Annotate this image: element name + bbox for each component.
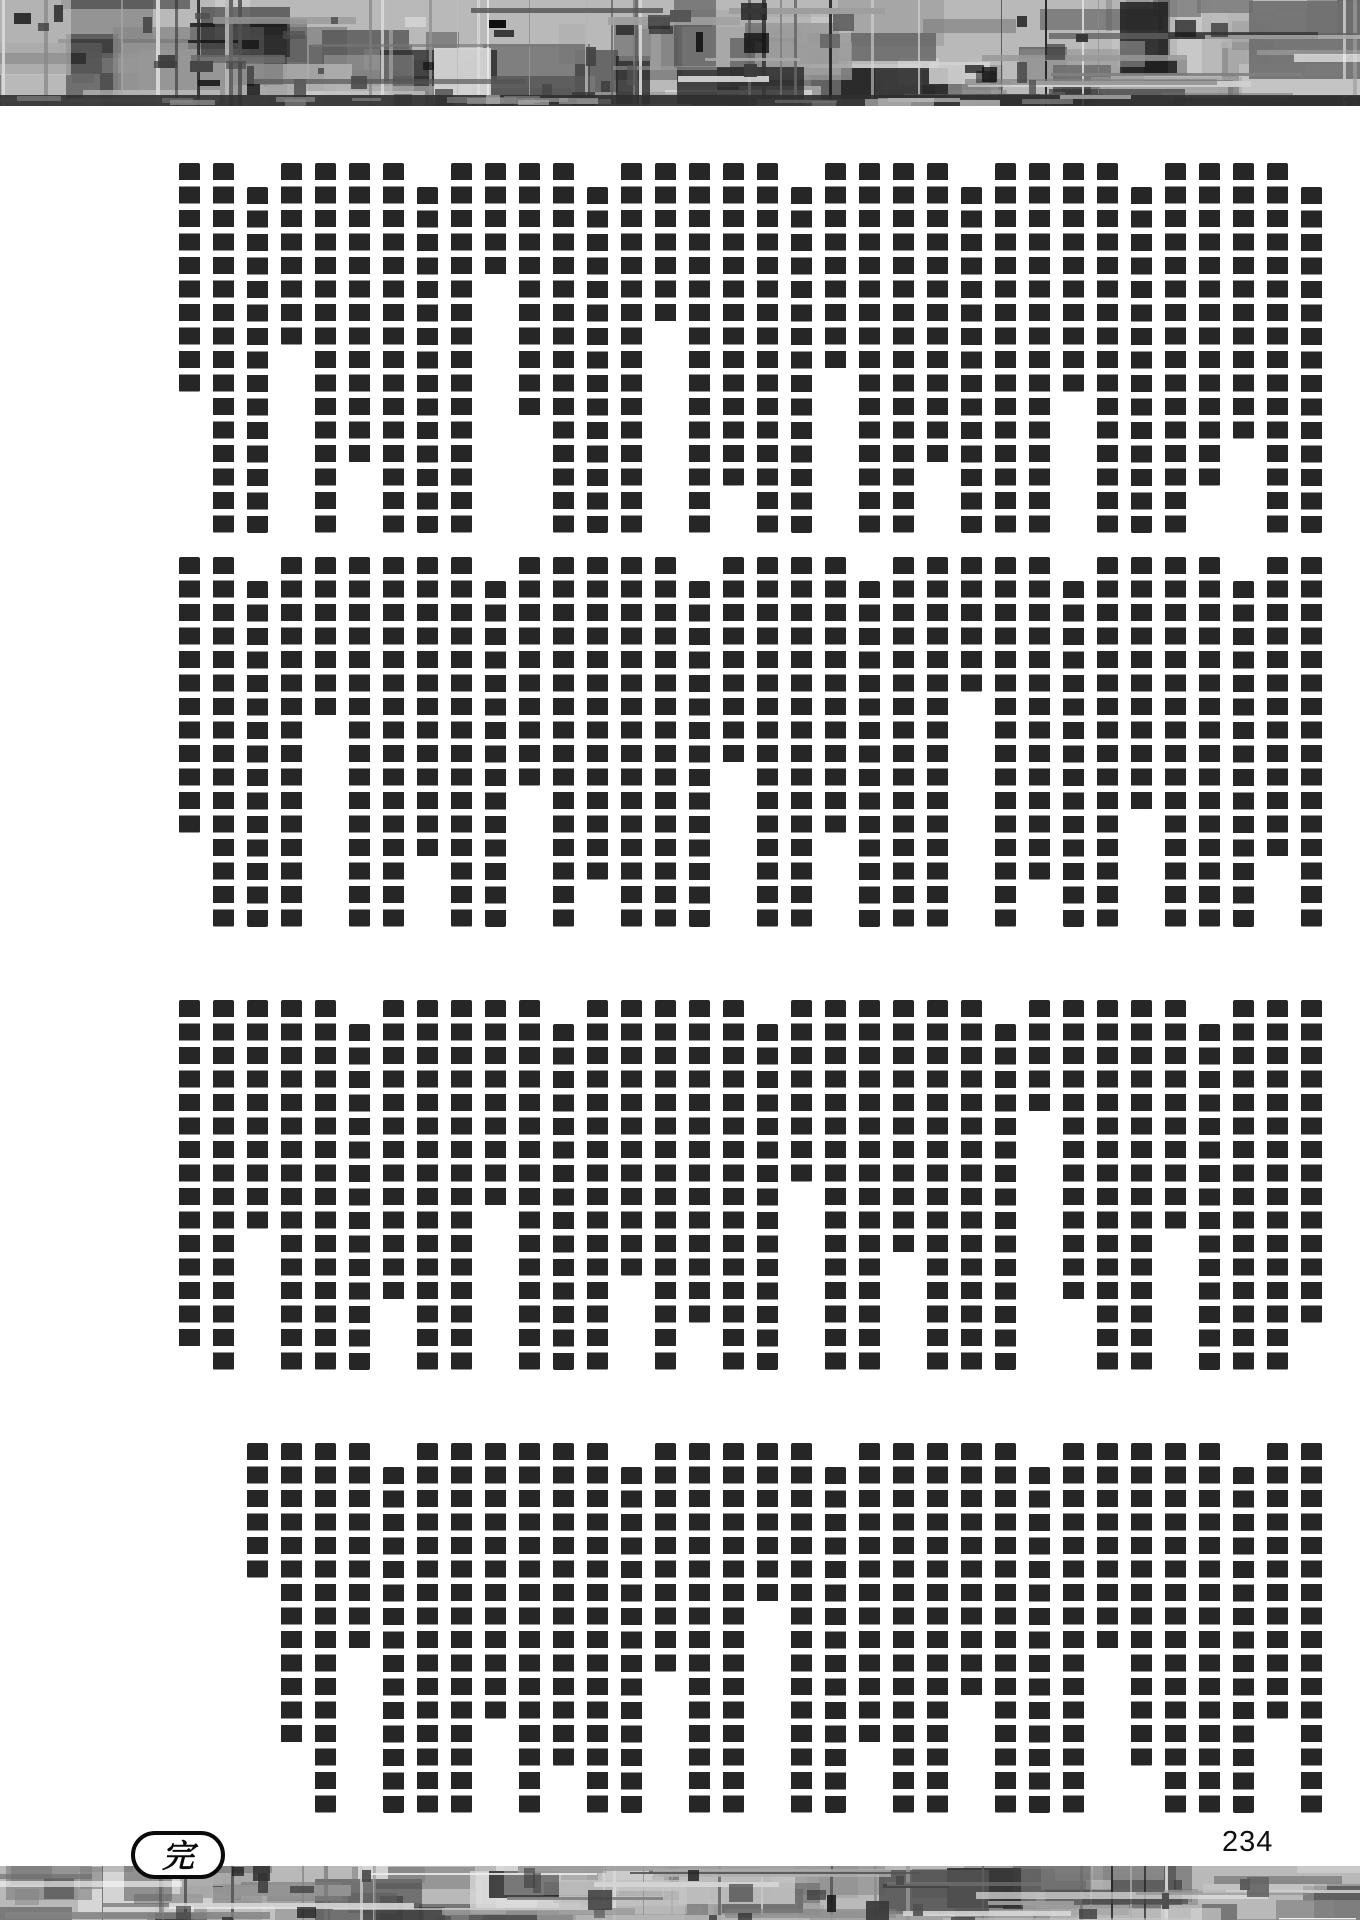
text-block [136,1443,1322,1823]
text-column-redacted [349,1024,370,1371]
text-column-redacted [723,557,744,763]
text-column-redacted [1301,1443,1322,1813]
text-column-redacted [247,1000,268,1229]
collage-fragment [324,1866,328,1920]
collage-fragment [866,1901,889,1920]
text-column-redacted [1063,1000,1084,1300]
text-column-redacted [927,557,948,927]
text-column-redacted [213,557,234,927]
text-column-redacted [1199,1443,1220,1813]
collage-fragment [913,1904,923,1916]
text-column-redacted [247,581,268,928]
text-column-redacted [825,1467,846,1814]
text-column-redacted [859,581,880,928]
text-column-redacted [1233,163,1254,439]
text-column-redacted [893,163,914,533]
text-column-redacted [893,1000,914,1253]
text-column-redacted [1267,1000,1288,1370]
text-column-redacted [1165,557,1186,927]
text-column-redacted [247,187,268,534]
text-column-redacted [1029,1000,1050,1112]
page-number: 234 [1222,1826,1274,1858]
collage-fragment [369,1873,597,1875]
text-column-redacted [791,187,812,534]
collage-fragment [491,1915,501,1920]
text-column-redacted [553,163,574,533]
collage-fragment [0,1874,92,1878]
text-column-redacted [281,1443,302,1743]
text-column-redacted [655,163,676,322]
collage-fragment [223,1885,351,1896]
collage-fragment [807,1890,825,1900]
text-column-redacted [1233,581,1254,928]
text-column-redacted [1301,187,1322,534]
text-column-redacted [859,1000,880,1370]
text-block [136,557,1322,937]
text-block [136,163,1322,543]
text-column-redacted [417,187,438,534]
text-column-redacted [349,557,370,927]
text-column-redacted [757,1443,778,1602]
text-column-redacted [927,1000,948,1370]
collage-fragment [507,1897,663,1900]
collage-fragment [1297,1866,1360,1873]
text-column-redacted [1131,1443,1152,1766]
text-column-redacted [1131,557,1152,810]
text-column-redacted [383,1467,404,1814]
text-column-redacted [621,1467,642,1814]
text-column-redacted [893,557,914,927]
text-column-redacted [587,187,608,534]
text-column-redacted [519,163,540,416]
collage-fragment [1162,1893,1169,1909]
text-column-redacted [281,557,302,927]
text-column-redacted [655,557,676,927]
collage-fragment [688,1870,699,1881]
collage-fragment [232,1867,244,1876]
collage-fragment [290,1886,313,1893]
text-column-redacted [723,1000,744,1370]
text-column-redacted [655,1000,676,1370]
text-column-redacted [451,557,472,927]
text-column-redacted [825,557,846,833]
text-column-redacted [553,1024,574,1371]
text-column-redacted [519,1000,540,1370]
text-column-redacted [451,163,472,533]
text-column-redacted [1233,1000,1254,1370]
collage-fragment [738,1913,752,1920]
text-column-redacted [1063,581,1084,928]
text-column-redacted [927,163,948,463]
text-column-redacted [179,557,200,833]
text-column-redacted [1165,163,1186,533]
text-column-redacted [1267,557,1288,857]
text-column-redacted [451,1443,472,1813]
text-column-redacted [383,557,404,927]
text-column-redacted [893,1443,914,1813]
text-column-redacted [859,163,880,533]
text-column-redacted [1199,557,1220,927]
text-column-redacted [417,1443,438,1813]
end-mark-box [131,1831,225,1879]
text-column-redacted [179,163,200,392]
collage-fragment [903,1911,1072,1916]
text-column-redacted [553,1443,574,1766]
text-column-redacted [689,1000,710,1323]
collage-fragment [253,1866,270,1881]
end-mark-label: 完 [161,1837,194,1875]
text-column-redacted [315,1443,336,1813]
collage-fragment [1079,1909,1097,1919]
text-column-redacted [961,187,982,534]
text-column-redacted [1097,163,1118,533]
text-column-redacted [791,1443,812,1813]
text-column-redacted [961,1000,982,1370]
collage-fragment [729,1884,753,1902]
text-column-redacted [587,1443,608,1813]
text-column-redacted [1131,187,1152,534]
text-column-redacted [791,557,812,927]
text-column-redacted [1199,1024,1220,1371]
text-column-redacted [213,1000,234,1370]
text-column-redacted [757,163,778,533]
collage-fragment [1247,1877,1269,1897]
collage-fragment [630,1872,920,1874]
text-column-redacted [655,1443,676,1672]
collage-fragment [436,1916,451,1920]
text-column-redacted [961,557,982,692]
text-column-redacted [1233,1467,1254,1814]
text-column-redacted [417,557,438,857]
text-column-redacted [1029,163,1050,533]
text-column-redacted [1063,163,1084,392]
text-column-redacted [621,163,642,533]
text-column-redacted [451,1000,472,1370]
text-column-redacted [825,163,846,369]
text-column-redacted [1097,557,1118,927]
text-column-redacted [1029,1467,1050,1814]
collage-fragment [362,1870,371,1882]
collage-fragment [1240,1879,1250,1890]
text-column-redacted [281,163,302,345]
text-column-redacted [859,1443,880,1743]
text-column-redacted [315,1000,336,1370]
text-column-redacted [995,1443,1016,1813]
text-column-redacted [1301,557,1322,927]
text-column-redacted [179,1000,200,1347]
text-column-redacted [247,1443,268,1578]
collage-fragment [333,1908,601,1910]
text-column-redacted [281,1000,302,1370]
text-column-redacted [485,1000,506,1206]
text-column-redacted [485,1443,506,1719]
text-column-redacted [689,1443,710,1813]
text-column-redacted [1029,557,1050,880]
text-column-redacted [1165,1000,1186,1229]
text-column-redacted [995,163,1016,533]
text-column-redacted [349,1443,370,1649]
text-column-redacted [315,557,336,716]
text-column-redacted [1301,1000,1322,1323]
text-column-redacted [519,557,540,786]
text-column-redacted [689,581,710,928]
text-block [136,1000,1322,1380]
text-column-redacted [485,163,506,275]
text-column-redacted [1131,1000,1152,1370]
text-column-redacted [1063,1443,1084,1813]
collage-fragment [588,1890,612,1910]
collage-fragment [297,1907,316,1918]
collage-fragment [896,1876,904,1885]
text-column-redacted [621,557,642,927]
collage-fragment [1082,1899,1188,1904]
text-column-redacted [587,1000,608,1370]
text-column-redacted [825,1000,846,1370]
collage-fragment [524,1868,535,1888]
text-column-redacted [1267,163,1288,533]
collage-fragment [176,1906,191,1920]
text-column-redacted [383,163,404,533]
text-column-redacted [213,163,234,533]
collage-fragment [594,1909,605,1918]
text-column-redacted [349,163,370,463]
text-column-redacted [485,581,506,928]
text-column-redacted [757,557,778,927]
text-column-redacted [315,163,336,533]
collage-fragment [827,1895,836,1911]
collage-fragment [709,1915,716,1920]
text-column-redacted [995,557,1016,927]
text-column-redacted [519,1443,540,1813]
collage-fragment [887,1882,1082,1886]
text-column-redacted [621,1000,642,1276]
text-column-redacted [927,1443,948,1813]
collage-fragment [951,1917,976,1920]
text-column-redacted [689,163,710,533]
text-column-redacted [723,1443,744,1813]
text-column-redacted [1199,163,1220,486]
text-column-redacted [587,557,608,880]
text-column-redacted [757,1024,778,1371]
collage-fragment [988,1901,1074,1905]
text-column-redacted [1097,1443,1118,1649]
text-column-redacted [1165,1443,1186,1813]
text-column-redacted [553,557,574,927]
text-column-redacted [383,1000,404,1300]
text-column-redacted [1097,1000,1118,1370]
text-column-redacted [995,1024,1016,1371]
text-column-redacted [791,1000,812,1182]
collage-fragment [0,1881,182,1887]
text-column-redacted [417,1000,438,1370]
text-column-redacted [723,163,744,486]
text-column-redacted [961,1443,982,1696]
text-column-redacted [1267,1443,1288,1719]
